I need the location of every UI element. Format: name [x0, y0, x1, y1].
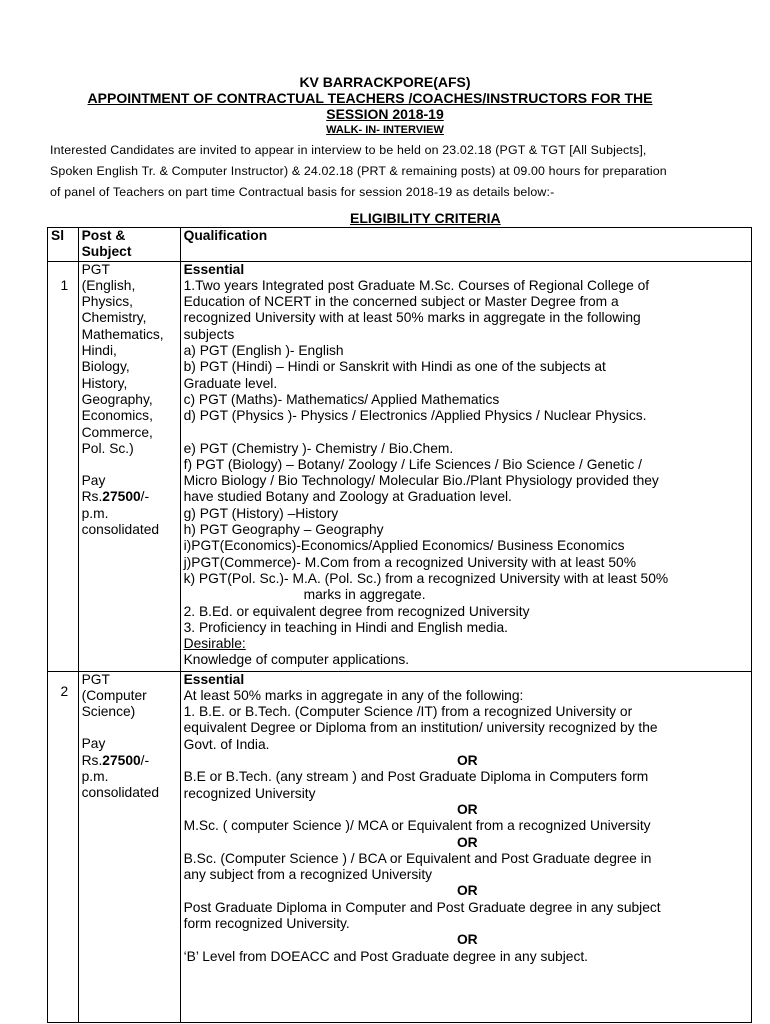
post-line: Mathematics,: [81, 326, 164, 342]
header-cell-post: [78, 228, 180, 262]
qualification-line: j)PGT(Commerce)- M.Com from a recognized University with at least 50%: [183, 554, 636, 570]
qualification-line: i)PGT(Economics)-Economics/Applied Economics/ Business Economics: [183, 538, 625, 554]
eligibility-heading-wrap: [0, 210, 745, 226]
qualification-line: subjects: [183, 326, 235, 342]
qualification-line: 1. B.E. or B.Tech. (Computer Science /IT) from a recognized University or: [183, 704, 633, 720]
intro-paragraph: [50, 140, 735, 203]
sl-cell: [48, 261, 79, 671]
pay-line: Rs.27500/-: [81, 489, 150, 505]
qualification-line: g) PGT (History) –History: [183, 505, 339, 521]
qualification-line: d) PGT (Physics )- Physics / Electronics /Applied Physics / Nuclear Physics.: [183, 408, 647, 424]
header-sl: Sl: [51, 228, 65, 243]
post-line: History,: [81, 375, 128, 391]
qualification-line: h) PGT Geography – Geography: [183, 522, 384, 538]
or-separator: OR: [456, 834, 478, 850]
qualification-line: e) PGT (Chemistry )- Chemistry / Bio.Chem.: [183, 440, 454, 456]
qualification-line: have studied Botany and Zoology at Graduation level.: [183, 489, 512, 505]
post-line: (English,: [81, 277, 136, 293]
pay-amount: 27500: [102, 752, 141, 768]
or-separator: OR: [456, 883, 478, 899]
or-separator: OR: [456, 932, 478, 948]
post-line: p.m.: [81, 769, 109, 785]
post-line: Pol. Sc.): [81, 440, 134, 456]
intro-line: Interested Candidates are invited to appear in interview to be held on 23.02.18 (PGT & TGT [All Subjects],: [50, 143, 647, 157]
qualification-line: equivalent Degree or Diploma from an institution/ university recognized by the: [183, 720, 658, 736]
qualification-line: Post Graduate Diploma in Computer and Post Graduate degree in any subject: [183, 899, 661, 915]
qualification-line: b) PGT (Hindi) – Hindi or Sanskrit with Hindi as one of the subjects at: [183, 359, 606, 375]
post-line: Physics,: [81, 294, 133, 310]
post-line: (Computer: [81, 687, 147, 703]
qualification-line: B.E or B.Tech. (any stream ) and Post Graduate Diploma in Computers form: [183, 769, 649, 785]
post-line: Chemistry,: [81, 310, 147, 326]
post-line: Hindi,: [81, 343, 117, 359]
qualification-line: marks in aggregate.: [303, 587, 426, 603]
qualification-line: B.Sc. (Computer Science ) / BCA or Equivalent and Post Graduate degree in: [183, 850, 652, 866]
school-title: KV BARRACKPORE(AFS): [299, 74, 471, 90]
qualification-line: 2. B.Ed. or equivalent degree from recognized University: [183, 603, 530, 619]
post-line: Commerce,: [81, 424, 153, 440]
post-line: Pay: [81, 736, 106, 752]
sl-cell: [48, 671, 79, 1022]
sl-number: 2: [60, 683, 69, 699]
post-cell: [78, 261, 180, 671]
eligibility-heading: ELIGIBILITY CRITERIA: [350, 210, 501, 226]
qualification-line: k) PGT(Pol. Sc.)- M.A. (Pol. Sc.) from a recognized University with at least 50%: [183, 570, 669, 586]
spacer: [82, 457, 180, 473]
qualification-line: M.Sc. ( computer Science )/ MCA or Equivalent from a recognized University: [183, 818, 651, 834]
qualification-line: f) PGT (Biology) – Botany/ Zoology / Life Sciences / Bio Science / Genetic /: [183, 456, 642, 472]
intro-line: of panel of Teachers on part time Contractual basis for session 2018-19 as details below:-: [50, 185, 555, 199]
post-line: consolidated: [81, 785, 160, 801]
qualification-line: a) PGT (English )- English: [183, 343, 344, 359]
session-line: SESSION 2018-19: [326, 106, 444, 122]
qualification-cell: [180, 261, 751, 671]
post-line: consolidated: [81, 522, 160, 538]
essential-label: Essential: [183, 671, 245, 687]
eligibility-table: [47, 227, 752, 1023]
post-line: Economics,: [81, 408, 153, 424]
spacer: [82, 720, 180, 736]
qualification-line: any subject from a recognized University: [183, 867, 433, 883]
qualification-line: Graduate level.: [183, 375, 278, 391]
qualification-line: recognized University: [183, 785, 316, 801]
sl-number: 1: [60, 277, 69, 293]
header-post: Post &: [81, 228, 126, 243]
essential-label: Essential: [183, 261, 245, 277]
table-row: [48, 261, 752, 671]
desirable-label: Desirable:: [183, 636, 246, 652]
desirable-text: Knowledge of computer applications.: [183, 652, 410, 668]
qualification-line: recognized University with at least 50% marks in aggregate in the following: [183, 310, 641, 326]
post-line: Biology,: [81, 359, 130, 375]
post-line: Science): [81, 704, 136, 720]
post-line: Pay: [81, 473, 106, 489]
post-line: p.m.: [81, 505, 109, 521]
qualification-line: c) PGT (Maths)- Mathematics/ Applied Mathematics: [183, 391, 500, 407]
or-separator: OR: [456, 801, 478, 817]
qualification-cell: [180, 671, 751, 1022]
header-cell-sl: [48, 228, 79, 262]
qualification-line: form recognized University.: [183, 916, 350, 932]
qualification-line: ‘B’ Level from DOEACC and Post Graduate degree in any subject.: [183, 948, 589, 964]
header-qualification: Qualification: [183, 228, 268, 243]
qualification-line: Education of NCERT in the concerned subject or Master Degree from a: [183, 294, 619, 310]
or-separator: OR: [456, 753, 478, 769]
qualification-line: 3. Proficiency in teaching in Hindi and English media.: [183, 619, 509, 635]
qualification-line: Micro Biology / Bio Technology/ Molecular Bio./Plant Physiology provided they: [183, 473, 659, 489]
pay-line: Rs.27500/-: [81, 752, 150, 768]
intro-line: Spoken English Tr. & Computer Instructor) & 24.02.18 (PRT & remaining posts) at 09.00 hours for preparation: [50, 164, 667, 178]
post-line: Geography,: [81, 391, 153, 407]
pay-amount: 27500: [102, 489, 141, 505]
header-subject: Subject: [81, 244, 132, 260]
post-line: PGT: [81, 261, 110, 277]
qualification-line: 1.Two years Integrated post Graduate M.Sc. Courses of Regional College of: [183, 277, 650, 293]
qualification-line: Govt. of India.: [183, 736, 270, 752]
notice-subtitle: APPOINTMENT OF CONTRACTUAL TEACHERS /COACHES/INSTRUCTORS FOR THE: [87, 90, 653, 106]
post-cell: [78, 671, 180, 1022]
qualification-line: At least 50% marks in aggregate in any of the following:: [183, 687, 524, 703]
spacer: [184, 425, 751, 441]
table-header-row: [48, 228, 752, 262]
table-row: [48, 671, 752, 1022]
walk-in-heading: WALK- IN- INTERVIEW: [326, 124, 444, 136]
post-line: PGT: [81, 671, 110, 687]
header-cell-qualification: [180, 228, 751, 262]
